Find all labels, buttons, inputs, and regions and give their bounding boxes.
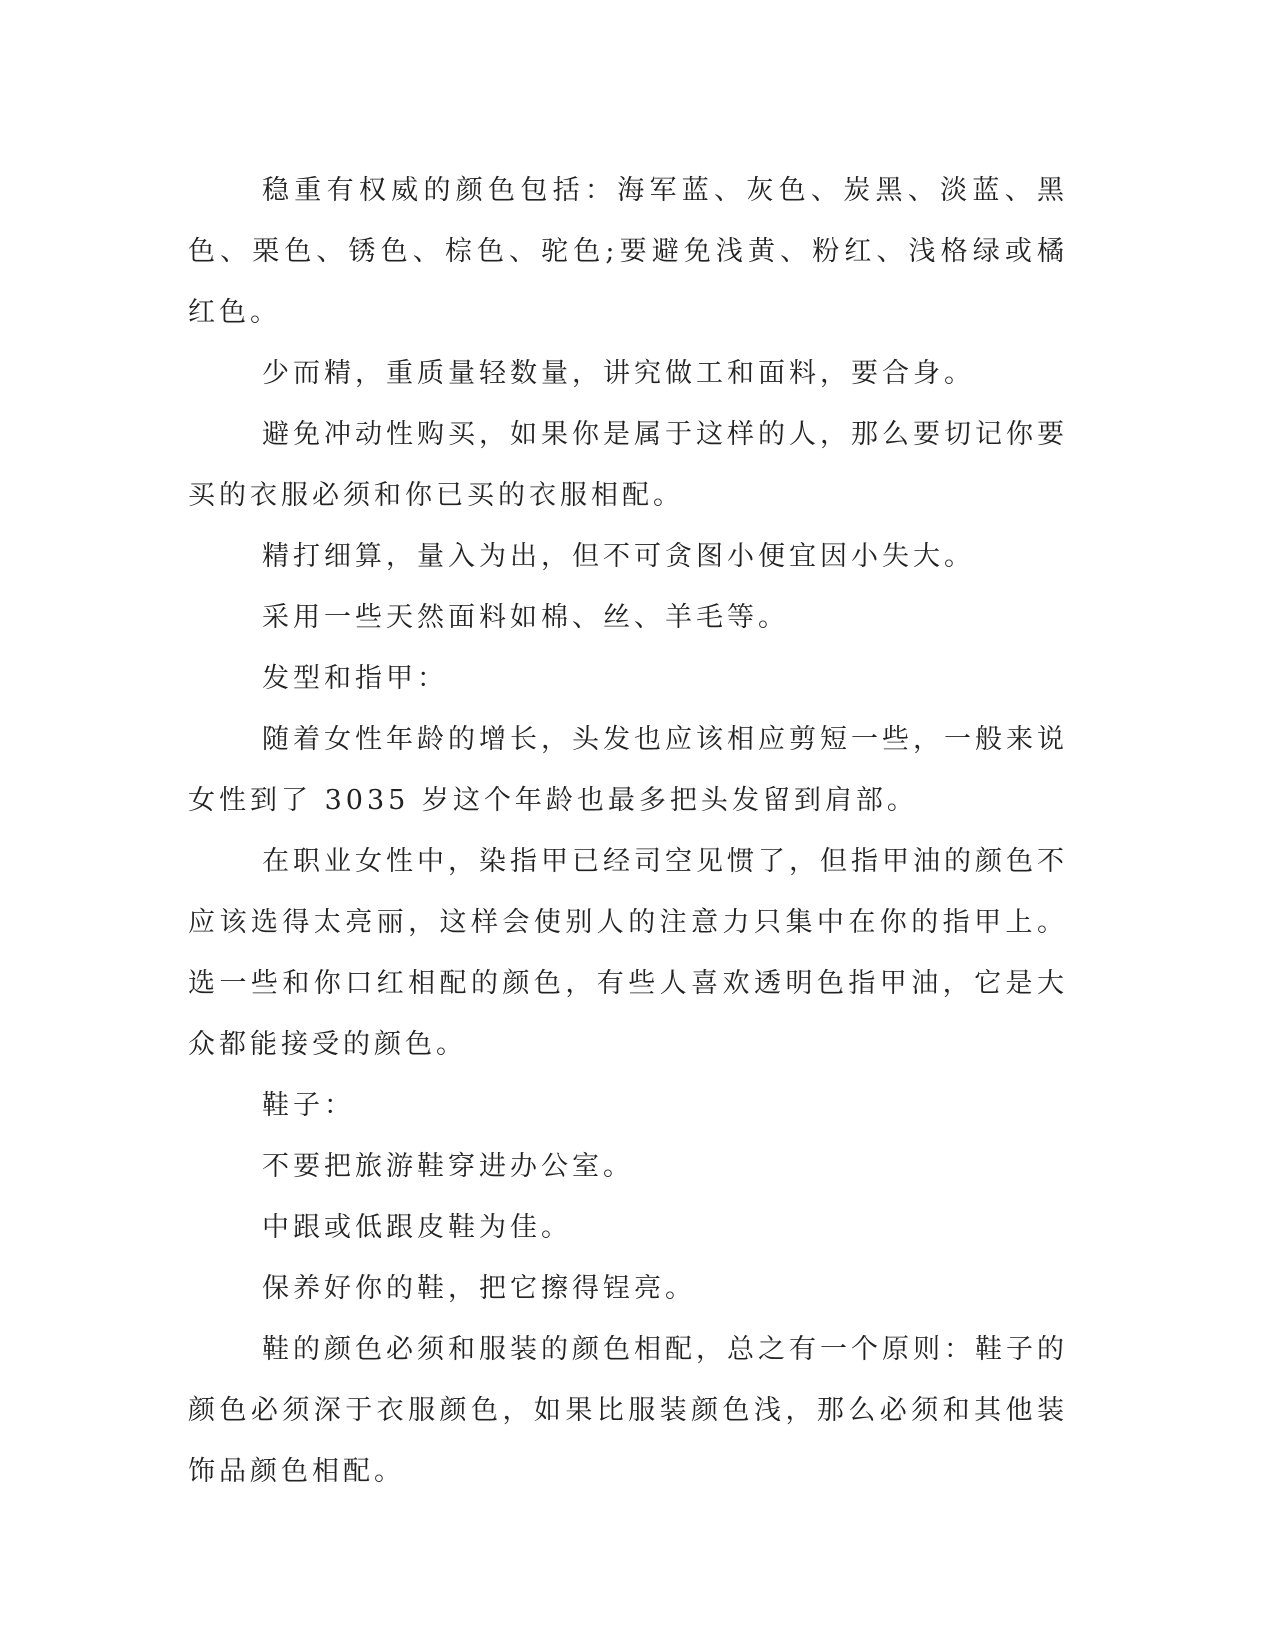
paragraph-shoe-color: 鞋的颜色必须和服装的颜色相配，总之有一个原则：鞋子的颜色必须深于衣服颜色，如果比服装颜色浅，那么必须和其他装饰品颜色相配。 — [188, 1334, 1068, 1487]
paragraph-no-sneakers: 不要把旅游鞋穿进办公室。 — [262, 1151, 634, 1182]
paragraph-hair: 随着女性年龄的增长，头发也应该相应剪短一些，一般来说女性到了 3035 岁这个年龄也最多把头发留到肩部。 — [188, 724, 1068, 816]
heading-shoes: 鞋子： — [262, 1090, 355, 1121]
paragraph-impulse-buying: 避免冲动性购买，如果你是属于这样的人，那么要切记你要买的衣服必须和你已买的衣服相配。 — [188, 419, 1068, 511]
paragraph-fabrics: 采用一些天然面料如棉、丝、羊毛等。 — [262, 602, 789, 633]
paragraph-budget: 精打细算，量入为出，但不可贪图小便宜因小失大。 — [262, 541, 975, 572]
document-body — [188, 160, 1068, 1502]
paragraph-shoe-care: 保养好你的鞋，把它擦得锃亮。 — [262, 1273, 696, 1304]
paragraph-colors: 稳重有权威的颜色包括：海军蓝、灰色、炭黑、淡蓝、黑色、栗色、锈色、棕色、驼色;要避免浅黄、粉红、浅格绿或橘红色。 — [188, 175, 1068, 328]
heading-hair-nails: 发型和指甲： — [262, 663, 448, 694]
paragraph-quality: 少而精，重质量轻数量，讲究做工和面料，要合身。 — [262, 358, 975, 389]
paragraph-nails: 在职业女性中，染指甲已经司空见惯了，但指甲油的颜色不应该选得太亮丽，这样会使别人的注意力只集中在你的指甲上。选一些和你口红相配的颜色，有些人喜欢透明色指甲油，它是大众都能接受的颜色。 — [188, 846, 1068, 1060]
paragraph-heels: 中跟或低跟皮鞋为佳。 — [262, 1212, 572, 1243]
